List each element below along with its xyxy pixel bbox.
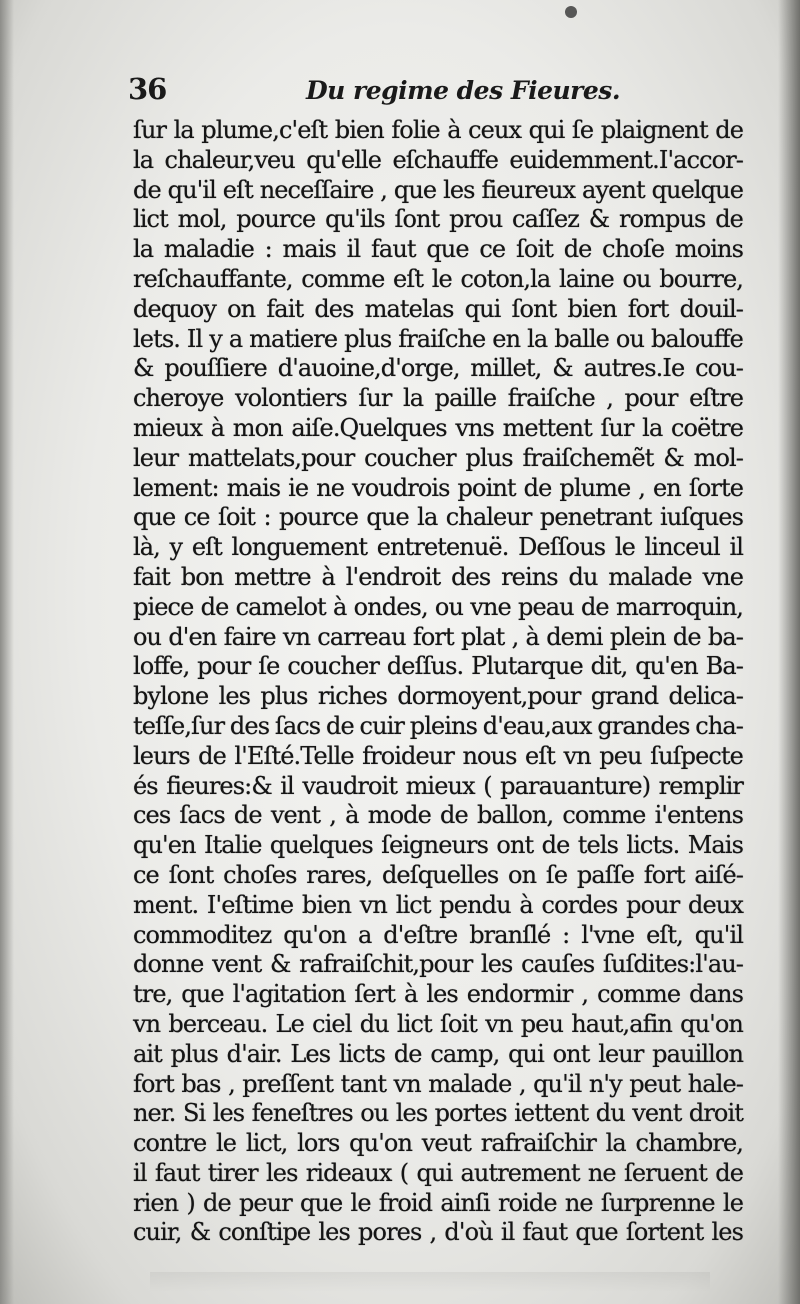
text-line: lets. Il y a matiere plus fraiſche en la balle ou balouffe xyxy=(133,324,743,353)
text-line: qu'en Italie quelques ſeigneurs ont de tels licts. Mais xyxy=(133,831,743,860)
page-header xyxy=(128,72,621,112)
bottom-ink-bleed xyxy=(150,1272,710,1292)
text-line: ment. I'eſtime bien vn lict pendu à cordes pour deux xyxy=(133,890,743,919)
text-line: dequoy on fait des matelas qui ſont bien fort douil- xyxy=(133,294,743,323)
text-line: bylone les plus riches dormoyent,pour grand delica- xyxy=(133,682,743,711)
text-line: ait plus d'air. Les licts de camp, qui ont leur pauillon xyxy=(133,1039,743,1068)
text-line: cuir, & conſtipe les pores , d'où il faut que ſortent les xyxy=(133,1218,743,1247)
text-line: loffe, pour ſe coucher deſſus. Plutarque dit, qu'en Ba- xyxy=(133,652,743,681)
page-left-edge-shadow xyxy=(0,0,14,1304)
text-line: fait bon mettre à l'endroit des reins du malade vne xyxy=(133,562,743,591)
text-line: cheroye volontiers ſur la paille fraiſche , pour eſtre xyxy=(133,384,743,413)
text-line: & pouſſiere d'auoine,d'orge, millet, & autres.Ie cou- xyxy=(133,354,743,383)
text-line: mieux à mon aiſe.Quelques vns mettent ſur la coëtre xyxy=(133,413,743,442)
text-line: que ce ſoit : pource que la chaleur penetrant iuſques xyxy=(133,503,743,532)
text-line: lict mol, pource qu'ils ſont prou caſſez & rompus de xyxy=(133,205,743,234)
ink-smudge xyxy=(565,6,577,18)
text-line: la chaleur,veu qu'elle eſchauffe euidemment.I'accor- xyxy=(133,145,743,174)
running-title: Du regime des Fieures. xyxy=(306,76,621,105)
text-line: ces ſacs de vent , à mode de ballon, comme i'entens xyxy=(133,801,743,830)
text-line: ſur la plume,c'eſt bien folie à ceux qui ſe plaignent de xyxy=(133,116,743,144)
text-line: és fieures:& il vaudroit mieux ( parauanture) remplir xyxy=(133,771,743,800)
text-line: teſſe,ſur des ſacs de cuir pleins d'eau,aux grandes cha- xyxy=(133,711,743,740)
page-number: 36 xyxy=(128,72,167,106)
text-line: il faut tirer les rideaux ( qui autrement ne ſeruent de xyxy=(133,1158,743,1187)
text-line: reſchauffante, comme eſt le coton,la laine ou bourre, xyxy=(133,264,743,293)
text-line: contre le lict, lors qu'on veut rafraiſchir la chambre, xyxy=(133,1129,743,1158)
text-line: leurs de l'Eſté.Telle froideur nous eſt vn peu ſuſpecte xyxy=(133,741,743,770)
text-line: commoditez qu'on a d'eſtre branſlé : l'vne eſt, qu'il xyxy=(133,920,743,949)
text-line: ner. Si les feneſtres ou les portes iettent du vent droit xyxy=(133,1099,743,1128)
text-line: donne vent & rafraiſchit,pour les cauſes ſuſdites:l'au- xyxy=(133,950,743,979)
text-line: lement: mais ie ne voudrois point de plume , en ſorte xyxy=(133,473,743,502)
text-line: piece de camelot à ondes, ou vne peau de marroquin, xyxy=(133,592,743,621)
text-line: ce ſont choſes rares, deſquelles on ſe paſſe fort aiſé- xyxy=(133,860,743,889)
text-line: tre, que l'agitation ſert à les endormir , comme dans xyxy=(133,980,743,1009)
page-right-edge-shadow xyxy=(778,0,800,1304)
text-line: ou d'en faire vn carreau fort plat , à demi plein de ba- xyxy=(133,622,743,651)
body-text xyxy=(133,116,743,1248)
text-line: vn berceau. Le ciel du lict ſoit vn peu haut,afin qu'on xyxy=(133,1009,743,1038)
text-line: là, y eſt longuement entretenuë. Deſſous le linceul il xyxy=(133,533,743,562)
text-line: la maladie : mais il faut que ce ſoit de choſe moins xyxy=(133,235,743,264)
text-line: fort bas , preſſent tant vn malade , qu'il n'y peut hale- xyxy=(133,1069,743,1098)
text-line: leur mattelats,pour coucher plus fraiſchemẽt & mol- xyxy=(133,443,743,472)
text-line: de qu'il eſt neceſſaire , que les fieureux ayent quelque xyxy=(133,175,743,204)
text-line: rien ) de peur que le froid ainſi roide ne ſurprenne le xyxy=(133,1188,743,1217)
